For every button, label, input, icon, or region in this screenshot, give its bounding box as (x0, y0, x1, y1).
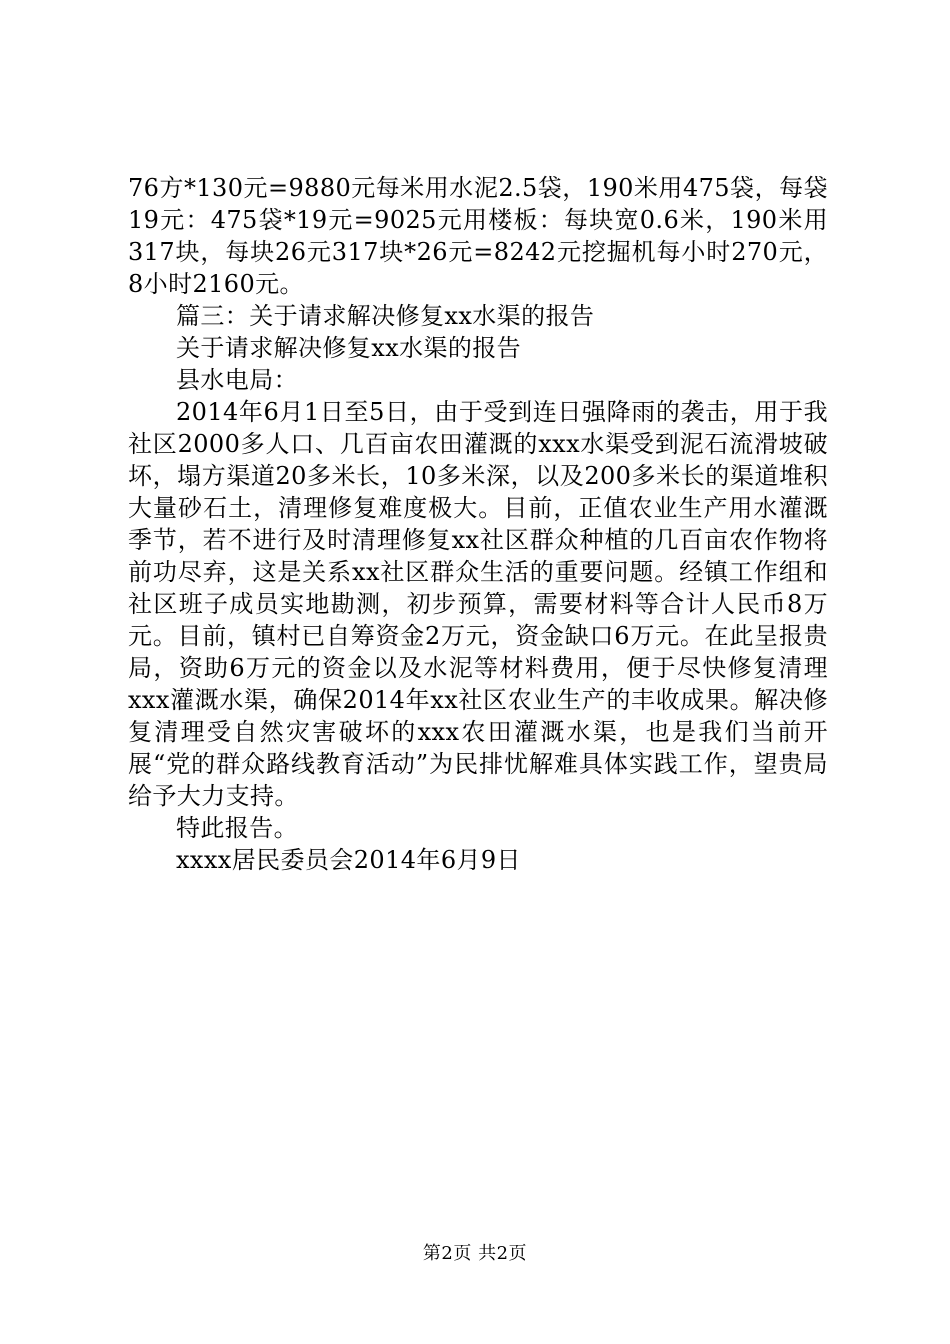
report-addressee: 县水电局： (176, 366, 298, 394)
document-body (128, 172, 828, 876)
report-title: 关于请求解决修复xx水渠的报告 (176, 334, 522, 362)
section-heading: 篇三：关于请求解决修复xx水渠的报告 (176, 302, 595, 330)
report-closing: 特此报告。 (176, 814, 298, 842)
report-signature-date: xxxx居民委员会2014年6月9日 (176, 846, 521, 874)
report-body-paragraph: 2014年6月1日至5日，由于受到连日强降雨的袭击，用于我社区2000多人口、几百亩农田灌溉的xxx水渠受到泥石流滑坡破坏，塌方渠道20多米长，10多米深，以及200多米长的渠道堆积大量砂石土，清理修复难度极大。目前，正值农业生产用水灌溉季节，若不进行及时清理修复xx社区群众种植的几百亩农作物将前功尽弃，这是关系xx社区群众生活的重要问题。经镇工作组和社区班子成员实地勘测，初步预算，需要材料等合计人民币8万元。目前，镇村已自筹资金2万元，资金缺口6万元。在此呈报贵局，资助6万元的资金以及水泥等材料费用，便于尽快修复清理xxx灌溉水渠，确保2014年xx社区农业生产的丰收成果。解决修复清理受自然灾害破坏的xxx农田灌溉水渠，也是我们当前开展“党的群众路线教育活动”为民排忧解难具体实践工作，望贵局给予大力支持。 (128, 398, 828, 810)
paragraph-cost-details: 76方*130元=9880元每米用水泥2.5袋，190米用475袋，每袋19元：475袋*19元=9025元用楼板：每块宽0.6米，190米用317块，每块26元317块*26元=8242元挖掘机每小时270元，8小时2160元。 (128, 174, 828, 298)
page-number-footer: 第2页 共2页 (422, 1243, 528, 1264)
